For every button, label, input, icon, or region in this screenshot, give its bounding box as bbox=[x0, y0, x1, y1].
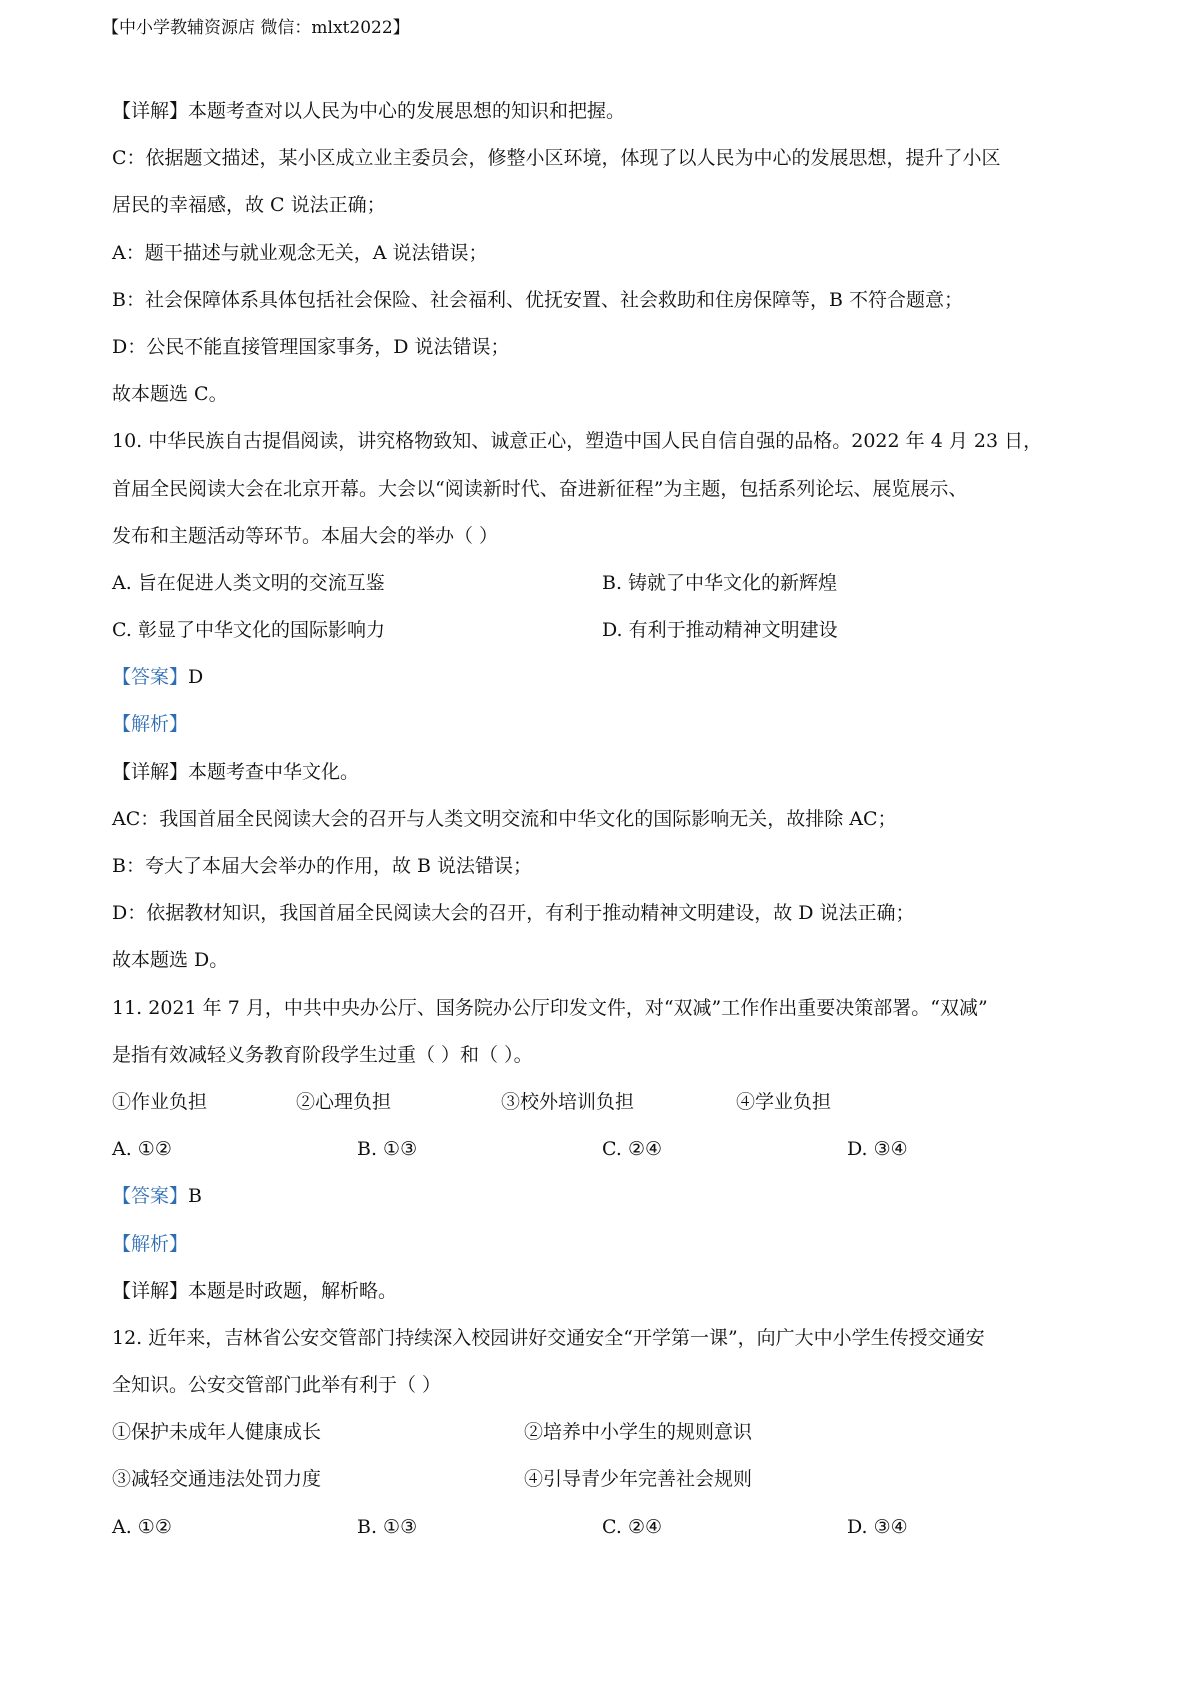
q10-options-row1 bbox=[112, 568, 1102, 615]
q11-option-c: C. ②④ bbox=[602, 1138, 663, 1161]
q10-option-c: C. 彰显了中华文化的国际影响力 bbox=[112, 619, 385, 642]
q10-answer bbox=[112, 662, 1102, 709]
q11-item-4: ④学业负担 bbox=[736, 1090, 832, 1113]
q9-a: A：题干描述与就业观念无关，A 说法错误； bbox=[112, 241, 488, 264]
q9-detail: 【详解】本题考查对以人民为中心的发展思想的知识和把握。 bbox=[112, 100, 626, 122]
q10-answer-value: D bbox=[188, 666, 204, 689]
q11-options-row bbox=[112, 1134, 1102, 1181]
q12-item-4: ④引导青少年完善社会规则 bbox=[524, 1468, 753, 1491]
q12-option-c: C. ②④ bbox=[602, 1515, 663, 1538]
q12-item-3: ③减轻交通违法处罚力度 bbox=[112, 1468, 322, 1491]
q12-options-row bbox=[112, 1512, 1102, 1559]
q12-stem-line2: 全知识。公安交管部门此举有利于（ ） bbox=[112, 1374, 442, 1397]
q12-stem-line1: 12. 近年来，吉林省公安交管部门持续深入校园讲好交通安全“开学第一课”，向广大中小学生传授交通安 bbox=[112, 1326, 985, 1349]
q12-item-1: ①保护未成年人健康成长 bbox=[112, 1421, 322, 1444]
q10-ac: AC：我国首届全民阅读大会的召开与人类文明交流和中华文化的国际影响无关，故排除 AC； bbox=[112, 807, 897, 830]
q10-answer-tag: 【答案】 bbox=[112, 666, 189, 689]
q12-option-b: B. ①③ bbox=[357, 1515, 418, 1538]
q10-analysis-tag: 【解析】 bbox=[112, 713, 189, 736]
q10-detail: 【详解】本题考查中华文化。 bbox=[112, 760, 360, 783]
q11-stem-line1: 11. 2021 年 7 月，中共中央办公厅、国务院办公厅印发文件，对“双减”工作作出重要决策部署。“双减” bbox=[112, 996, 988, 1019]
q11-option-b: B. ①③ bbox=[357, 1138, 418, 1161]
q11-item-2: ②心理负担 bbox=[296, 1090, 392, 1113]
q11-answer-tag: 【答案】 bbox=[112, 1185, 189, 1208]
q12-option-d: D. ③④ bbox=[847, 1515, 908, 1538]
q10-stem-line3: 发布和主题活动等环节。本届大会的举办（ ） bbox=[112, 524, 499, 547]
q10-conclusion: 故本题选 D。 bbox=[112, 949, 229, 972]
q9-c-line1: C：依据题文描述，某小区成立业主委员会，修整小区环境，体现了以人民为中心的发展思想，提升了小区 bbox=[112, 147, 1001, 170]
q9-c-line2: 居民的幸福感，故 C 说法正确； bbox=[112, 194, 386, 217]
q10-option-d: D. 有利于推动精神文明建设 bbox=[602, 619, 838, 642]
q10-stem-line2: 首届全民阅读大会在北京开幕。大会以“阅读新时代、奋进新征程”为主题，包括系列论坛、展览展示、 bbox=[112, 477, 968, 500]
q9-conclusion: 故本题选 C。 bbox=[112, 383, 228, 406]
q11-stem-line2: 是指有效减轻义务教育阶段学生过重（ ）和（ ）。 bbox=[112, 1043, 533, 1066]
q11-items-row bbox=[112, 1087, 1102, 1134]
q11-detail: 【详解】本题是时政题，解析略。 bbox=[112, 1279, 398, 1302]
q9-b: B：社会保障体系具体包括社会保险、社会福利、优抚安置、社会救助和住房保障等，B 不符合题意； bbox=[112, 288, 963, 311]
q12-items-row2 bbox=[112, 1464, 1102, 1511]
q11-option-a: A. ①② bbox=[112, 1138, 172, 1161]
q12-option-a: A. ①② bbox=[112, 1515, 172, 1538]
q11-item-1: ①作业负担 bbox=[112, 1090, 208, 1113]
q12-item-2: ②培养中小学生的规则意识 bbox=[524, 1421, 753, 1444]
page-header: 【中小学教辅资源店 微信：mlxt2022】 bbox=[102, 18, 410, 38]
q11-option-d: D. ③④ bbox=[847, 1138, 908, 1161]
q11-answer bbox=[112, 1181, 1102, 1228]
q10-option-a: A. 旨在促进人类文明的交流互鉴 bbox=[112, 571, 385, 594]
q10-b: B：夸大了本届大会举办的作用，故 B 说法错误； bbox=[112, 855, 533, 877]
q11-item-3: ③校外培训负担 bbox=[501, 1090, 635, 1113]
q10-stem-line1: 10. 中华民族自古提倡阅读，讲究格物致知、诚意正心，塑造中国人民自信自强的品格。2022 年 4 月 23 日， bbox=[112, 430, 1043, 453]
q9-d: D：公民不能直接管理国家事务，D 说法错误； bbox=[112, 335, 510, 358]
document-body bbox=[112, 96, 1102, 1559]
q10-d: D：依据教材知识，我国首届全民阅读大会的召开，有利于推动精神文明建设，故 D 说法正确； bbox=[112, 902, 915, 925]
q10-option-b: B. 铸就了中华文化的新辉煌 bbox=[602, 571, 838, 594]
q11-answer-value: B bbox=[188, 1185, 202, 1208]
q12-items-row1 bbox=[112, 1417, 1102, 1464]
q10-options-row2 bbox=[112, 615, 1102, 662]
q11-analysis-tag: 【解析】 bbox=[112, 1232, 189, 1255]
